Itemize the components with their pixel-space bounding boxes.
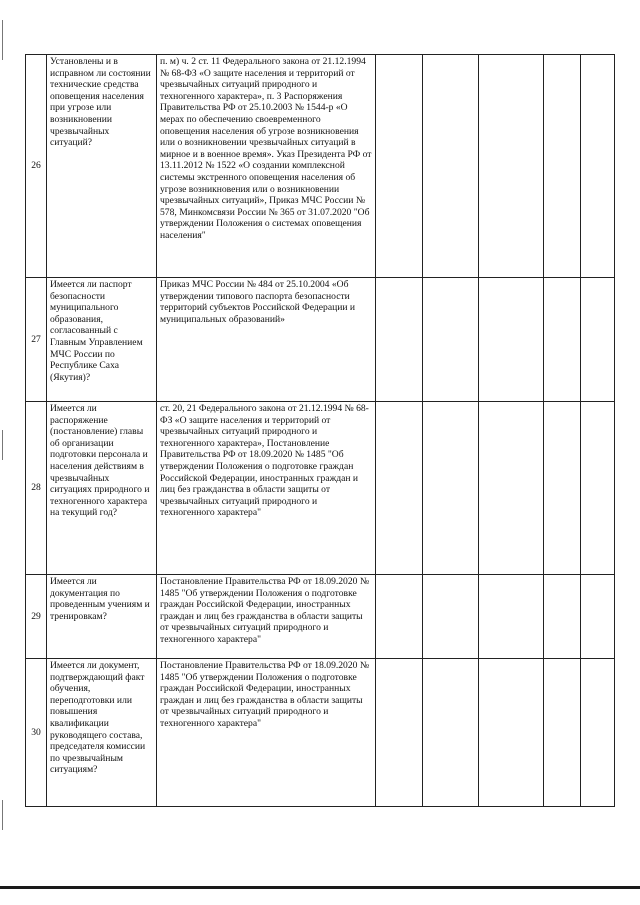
extra-cell[interactable] [581,575,615,659]
requirement-question: Имеется ли паспорт безопасности муниципального образования, согласованный с Главным Управлением МЧС России по Республике Саха (Якутия)? [47,278,157,402]
scan-bottom-edge [0,886,640,889]
legal-basis: Постановление Правительства РФ от 18.09.2020 № 1485 "Об утверждении Положения о подготовке граждан Российской Федерации, иностранных граждан и лиц без гражданства в области защиты от чрезвычайных ситуаций природного и техногенного характера" [157,575,376,659]
answer-no-cell[interactable] [423,402,479,575]
answer-not-applicable-cell[interactable] [479,55,544,278]
answer-yes-cell[interactable] [376,575,423,659]
extra-cell[interactable] [581,278,615,402]
notes-cell[interactable] [544,575,581,659]
row-number: 30 [26,659,47,807]
scan-margin-mark [2,430,3,460]
table-row [26,55,615,278]
notes-cell[interactable] [544,278,581,402]
table-row [26,659,615,807]
answer-no-cell[interactable] [423,55,479,278]
legal-basis: п. м) ч. 2 ст. 11 Федерального закона от 21.12.1994 № 68-ФЗ «О защите населения и территорий от чрезвычайных ситуаций природного и техногенного характера», п. 3 Распоряжения Правительства РФ от 25.10.2003 № 1544-р «О мерах по обеспечению своевременного оповещения населения об угрозе возникновения или о возникновении чрезвычайных ситуаций в мирное и в военное время». Указ Президента РФ от 13.11.2012 № 1522 «О создании комплексной системы экстренного оповещения населения об угрозе возникновения или о возникновении чрезвычайных ситуаций», Приказ МЧС России № 578, Минкомсвязи России № 365 от 31.07.2020 "Об утверждении Положения о системах оповещения населения" [157,55,376,278]
answer-no-cell[interactable] [423,575,479,659]
table-row [26,575,615,659]
notes-cell[interactable] [544,402,581,575]
extra-cell[interactable] [581,402,615,575]
answer-not-applicable-cell[interactable] [479,659,544,807]
answer-yes-cell[interactable] [376,55,423,278]
answer-no-cell[interactable] [423,278,479,402]
table-row [26,402,615,575]
notes-cell[interactable] [544,659,581,807]
extra-cell[interactable] [581,55,615,278]
scan-margin-mark [2,20,3,60]
answer-yes-cell[interactable] [376,659,423,807]
extra-cell[interactable] [581,659,615,807]
requirement-question: Имеется ли документ, подтверждающий факт обучения, переподготовки или повышения квалификации руководящего состава, председателя комиссии по чрезвычайным ситуациям? [47,659,157,807]
answer-yes-cell[interactable] [376,278,423,402]
requirement-question: Имеется ли документация по проведенным учениям и тренировкам? [47,575,157,659]
legal-basis: Приказ МЧС России № 484 от 25.10.2004 «Об утверждении типового паспорта безопасности территорий субъектов Российской Федерации и муниципальных образований» [157,278,376,402]
checklist-table [25,54,615,807]
answer-no-cell[interactable] [423,659,479,807]
legal-basis: ст. 20, 21 Федерального закона от 21.12.1994 № 68-ФЗ «О защите населения и территорий от чрезвычайных ситуаций природного и техногенного характера», Постановление Правительства РФ от 18.09.2020 № 1485 "Об утверждении Положения о подготовке граждан Российской Федерации, иностранных граждан и лиц без гражданства в области защиты от чрезвычайных ситуаций природного и техногенного характера" [157,402,376,575]
requirement-question: Установлены и в исправном ли состоянии технические средства оповещения населения при угрозе или возникновении чрезвычайных ситуаций? [47,55,157,278]
row-number: 29 [26,575,47,659]
answer-not-applicable-cell[interactable] [479,402,544,575]
answer-yes-cell[interactable] [376,402,423,575]
row-number: 27 [26,278,47,402]
notes-cell[interactable] [544,55,581,278]
scan-margin-mark [2,800,3,830]
answer-not-applicable-cell[interactable] [479,575,544,659]
requirement-question: Имеется ли распоряжение (постановление) главы об организации подготовки персонала и населения действиям в чрезвычайных ситуациях природного и техногенного характера на текущий год? [47,402,157,575]
row-number: 26 [26,55,47,278]
row-number: 28 [26,402,47,575]
answer-not-applicable-cell[interactable] [479,278,544,402]
table-row [26,278,615,402]
legal-basis: Постановление Правительства РФ от 18.09.2020 № 1485 "Об утверждении Положения о подготовке граждан Российской Федерации, иностранных граждан и лиц без гражданства в области защиты от чрезвычайных ситуаций природного и техногенного характера" [157,659,376,807]
